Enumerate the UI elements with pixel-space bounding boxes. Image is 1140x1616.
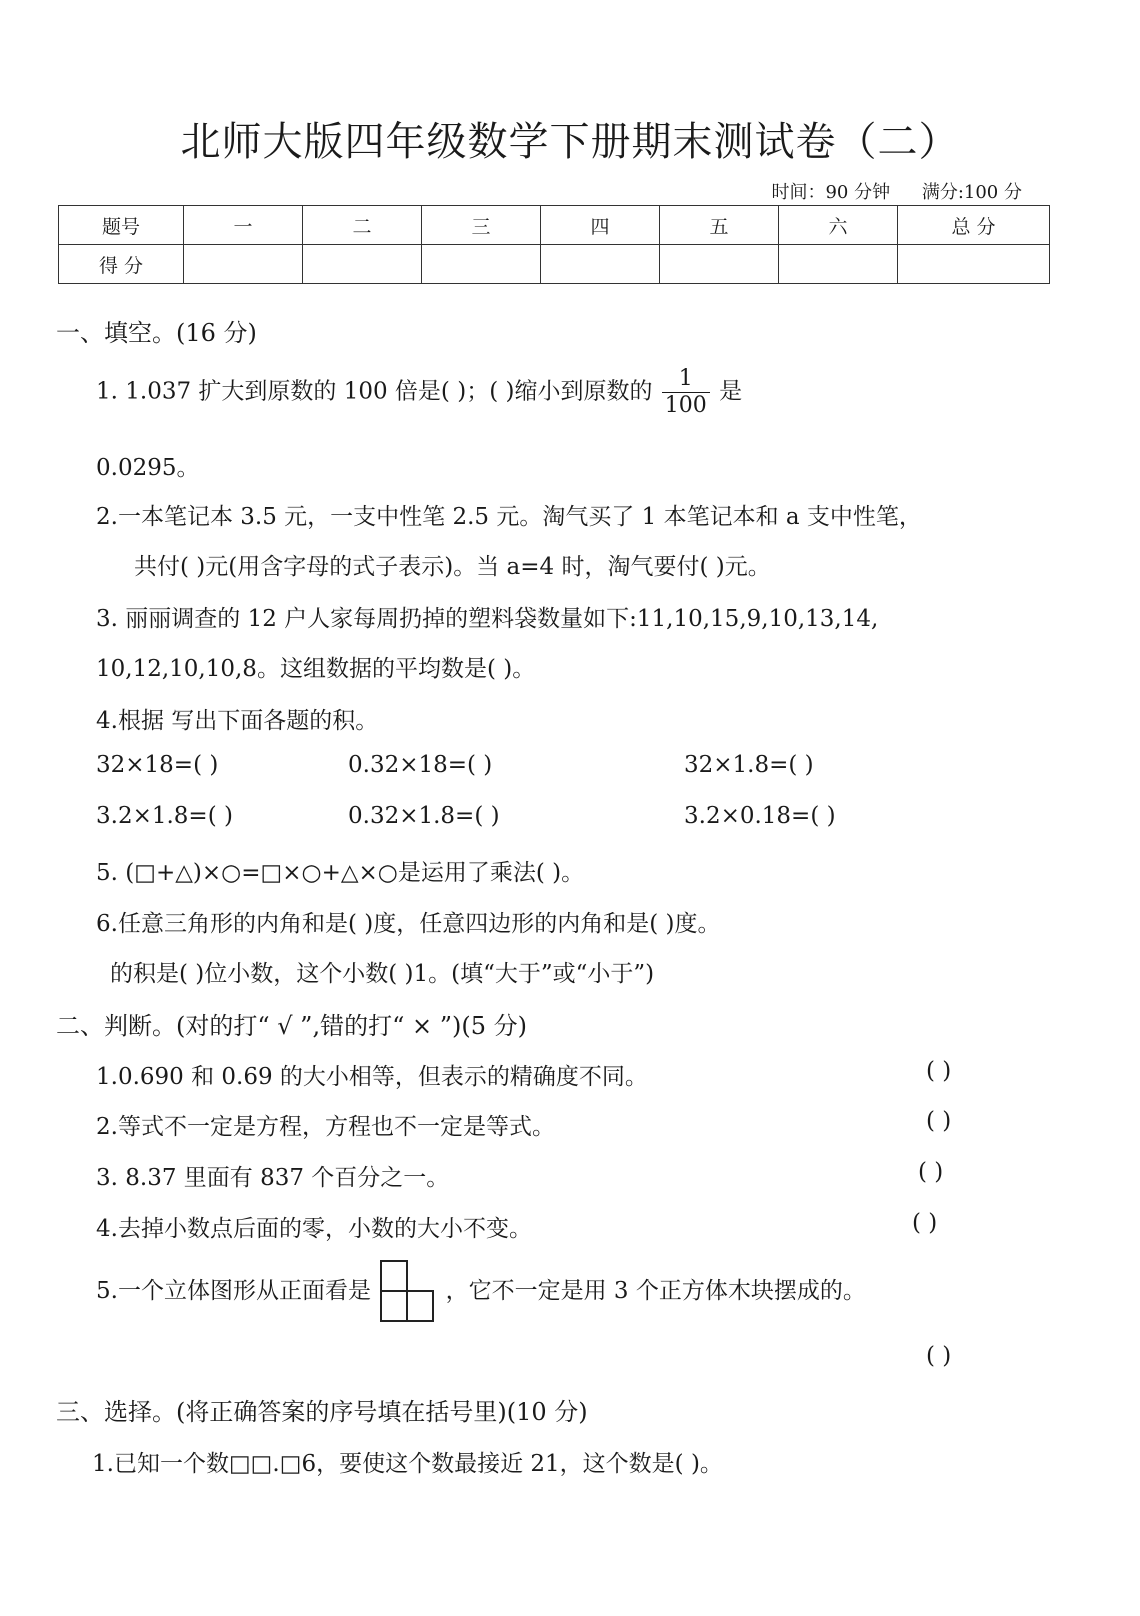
cube-square	[380, 1260, 408, 1292]
answer-parentheses: ( )	[912, 1210, 938, 1236]
judge-item-5-text-end: ，它不一定是用 3 个正方体木块摆成的。	[445, 1278, 866, 1304]
question-2-line-2: 共付( )元(用含字母的式子表示)。当 a=4 时，淘气要付( )元。	[134, 554, 771, 580]
score-table-score-row	[59, 245, 1050, 284]
fraction-numerator: 1	[662, 366, 710, 393]
product-item: 3.2×0.18=( )	[684, 803, 836, 829]
question-5: 5. (□+△)×○=□×○+△×○是运用了乘法( )。	[96, 860, 585, 886]
header-cell: 一	[184, 206, 303, 245]
score-cell	[422, 245, 541, 284]
judge-item-5	[96, 1258, 866, 1326]
question-3-line-2: 10,12,10,10,8。这组数据的平均数是( )。	[96, 656, 536, 682]
score-row-label: 得 分	[59, 245, 184, 284]
question-1-text: 1. 1.037 扩大到原数的 100 倍是( )；( )缩小到原数的	[96, 378, 653, 405]
full-score: 满分:100 分	[921, 182, 1022, 203]
question-6-line-2: 的积是( )位小数，这个小数( )1。(填“大于”或“小于”)	[110, 961, 655, 987]
header-cell: 题号	[59, 206, 184, 245]
score-cell	[303, 245, 422, 284]
section-1-heading: 一、填空。(16 分)	[56, 319, 257, 347]
time-limit: 时间：90 分钟	[771, 182, 891, 203]
score-cell	[541, 245, 660, 284]
judge-item-2: 2.等式不一定是方程，方程也不一定是等式。	[96, 1114, 555, 1140]
score-cell	[660, 245, 779, 284]
score-table-header-row	[59, 206, 1050, 245]
question-2-line-1: 2.一本笔记本 3.5 元，一支中性笔 2.5 元。淘气买了 1 本笔记本和 a 支中性笔，	[96, 504, 922, 530]
product-item: 32×1.8=( )	[684, 752, 814, 778]
answer-parentheses: ( )	[926, 1108, 952, 1134]
cube-square	[380, 1290, 408, 1322]
header-cell: 二	[303, 206, 422, 245]
fraction	[662, 366, 710, 419]
section-2-heading: 二、判断。(对的打“ √ ”,错的打“ × ”)(5 分)	[56, 1012, 527, 1040]
header-cell: 总 分	[898, 206, 1050, 245]
judge-item-4: 4.去掉小数点后面的零，小数的大小不变。	[96, 1216, 532, 1242]
section-3-heading: 三、选择。(将正确答案的序号填在括号里)(10 分)	[56, 1398, 588, 1426]
cube-front-view-figure	[378, 1258, 438, 1326]
header-cell: 三	[422, 206, 541, 245]
judge-item-5-text: 5.一个立体图形从正面看是	[96, 1278, 371, 1304]
header-cell: 六	[779, 206, 898, 245]
question-1-text-end: 是	[719, 378, 743, 405]
header-cell: 四	[541, 206, 660, 245]
choice-item-1: 1.已知一个数□□.□6，要使这个数最接近 21，这个数是( )。	[92, 1451, 723, 1477]
question-4-line-1: 4.根据 写出下面各题的积。	[96, 708, 379, 734]
exam-meta	[745, 178, 1022, 204]
score-cell	[779, 245, 898, 284]
answer-parentheses: ( )	[918, 1159, 944, 1185]
cube-square	[406, 1290, 434, 1322]
question-6-line-1: 6.任意三角形的内角和是( )度，任意四边形的内角和是( )度。	[96, 911, 721, 937]
product-item: 0.32×18=( )	[348, 752, 493, 778]
product-item: 32×18=( )	[96, 752, 219, 778]
page-title: 北师大版四年级数学下册期末测试卷（二）	[180, 119, 960, 165]
score-table	[58, 205, 1050, 284]
score-cell	[898, 245, 1050, 284]
fraction-denominator: 100	[664, 393, 707, 418]
product-item: 3.2×1.8=( )	[96, 803, 233, 829]
question-1-line-2: 0.0295。	[96, 455, 200, 481]
question-3-line-1: 3. 丽丽调查的 12 户人家每周扔掉的塑料袋数量如下:11,10,15,9,10,13,14,	[96, 606, 879, 632]
question-1-line-1	[96, 366, 742, 419]
score-cell	[184, 245, 303, 284]
product-item: 0.32×1.8=( )	[348, 803, 500, 829]
judge-item-1: 1.0.690 和 0.69 的大小相等，但表示的精确度不同。	[96, 1064, 648, 1090]
header-cell: 五	[660, 206, 779, 245]
answer-parentheses: ( )	[926, 1058, 952, 1084]
answer-parentheses: ( )	[926, 1343, 952, 1369]
judge-item-3: 3. 8.37 里面有 837 个百分之一。	[96, 1165, 450, 1191]
